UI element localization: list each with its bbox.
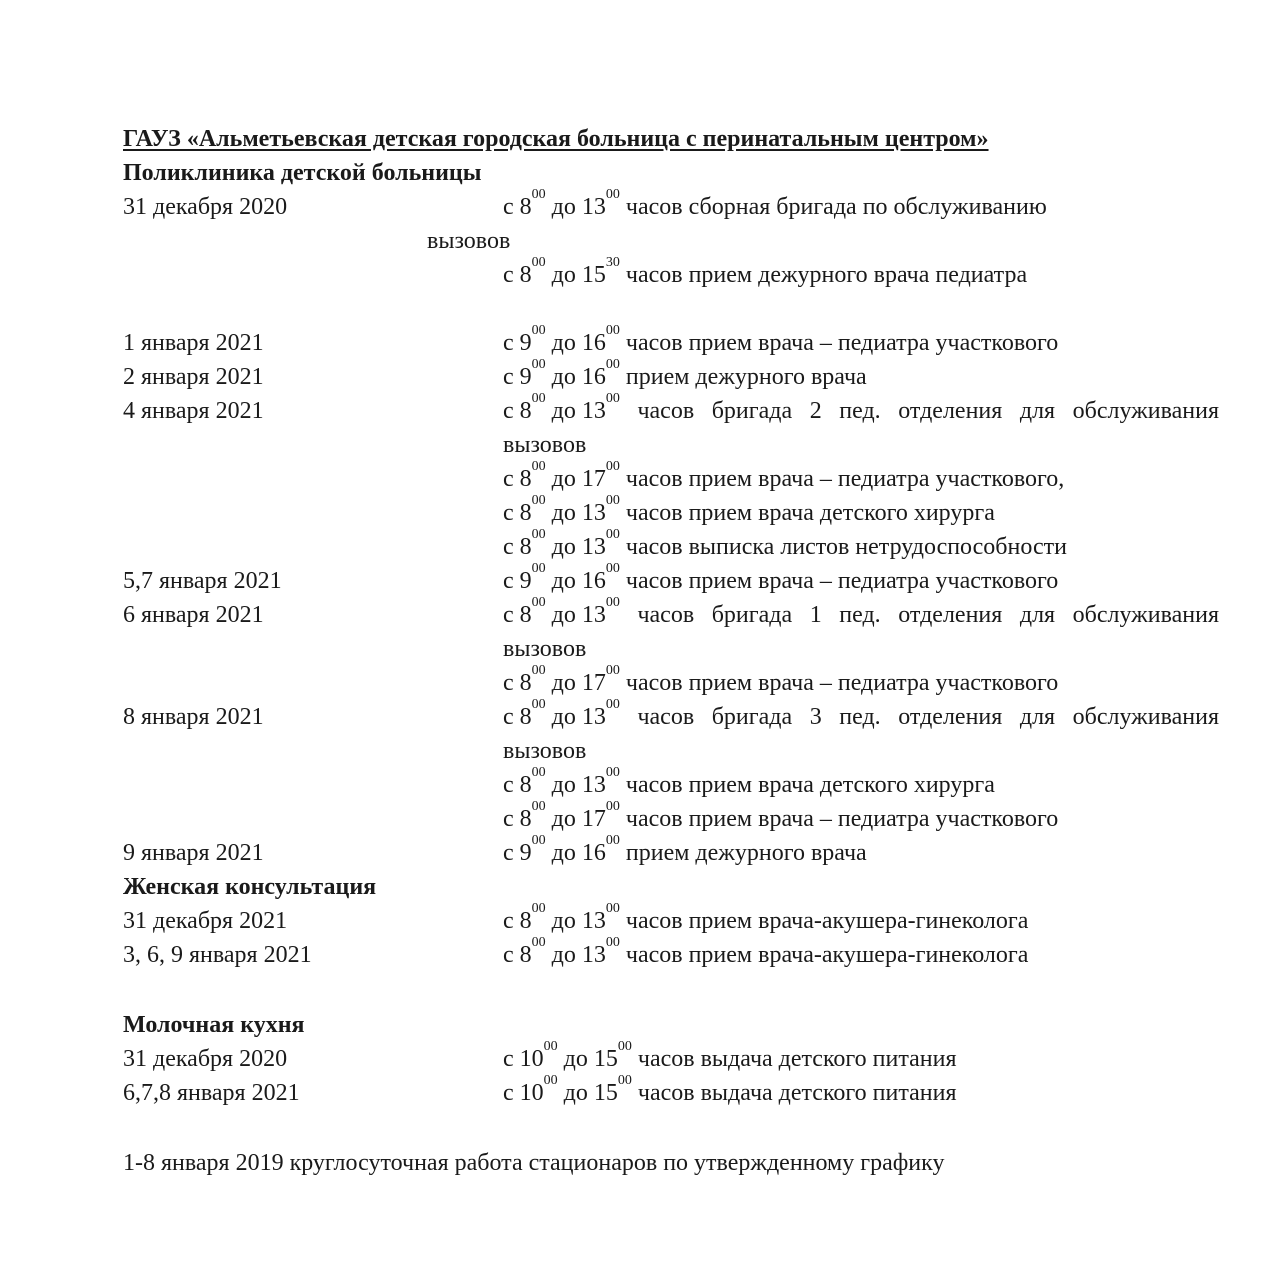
from-word: с — [503, 840, 514, 866]
to-word: до — [551, 772, 576, 798]
entry-word: 3 — [809, 704, 822, 730]
to-word: до — [551, 840, 576, 866]
end-hour: 17 — [581, 806, 606, 832]
end-minutes: 00 — [605, 527, 620, 542]
start-hour: 8 — [519, 194, 532, 220]
entry-word: для — [1019, 602, 1056, 628]
end-minutes: 00 — [605, 323, 620, 338]
start-hour: 10 — [519, 1080, 544, 1106]
end-minutes: 00 — [605, 357, 620, 372]
entry-text: часов прием врача – педиатра участкового, — [625, 466, 1065, 492]
schedule-entry — [503, 595, 1219, 632]
from-word: с — [503, 364, 514, 390]
schedule-entry — [503, 697, 1219, 734]
end-minutes: 00 — [605, 391, 620, 406]
from-word: с — [503, 1080, 514, 1106]
entry-word: часов — [637, 602, 695, 628]
entry-word: часов — [637, 704, 695, 730]
from-word: с — [503, 1046, 514, 1072]
start-minutes: 00 — [531, 527, 546, 542]
entry-word: часов — [637, 398, 695, 424]
date-label: 8 января 2021 — [123, 704, 264, 730]
to-word: до — [551, 398, 576, 424]
end-hour: 15 — [581, 262, 606, 288]
schedule-entry — [503, 799, 1059, 836]
entry-word: отделения — [898, 602, 1003, 628]
end-hour: 13 — [581, 534, 606, 560]
end-hour: 13 — [581, 704, 606, 730]
start-minutes: 00 — [531, 493, 546, 508]
end-hour: 13 — [581, 398, 606, 424]
date-label: 31 декабря 2021 — [123, 908, 288, 934]
date-label: 31 декабря 2020 — [123, 1046, 288, 1072]
entry-text: часов прием дежурного врача педиатра — [625, 262, 1028, 288]
from-word: с — [503, 330, 514, 356]
schedule-entry-continuation: вызовов — [503, 636, 587, 662]
time-range — [503, 765, 620, 798]
start-hour: 8 — [519, 500, 532, 526]
from-word: с — [503, 194, 514, 220]
date-label: 31 декабря 2020 — [123, 194, 288, 220]
entry-word: бригада — [711, 704, 793, 730]
end-minutes: 00 — [617, 1073, 632, 1088]
schedule-entry — [503, 561, 1059, 598]
end-hour: 13 — [581, 194, 606, 220]
entry-word: бригада — [711, 398, 793, 424]
schedule-entry — [503, 357, 867, 394]
to-word: до — [551, 466, 576, 492]
start-minutes: 00 — [531, 391, 546, 406]
from-word: с — [503, 704, 514, 730]
schedule-entry-continuation: вызовов — [503, 738, 587, 764]
entry-text: прием дежурного врача — [625, 364, 867, 390]
entry-word: отделения — [898, 398, 1003, 424]
entry-text: часов прием врача-акушера-гинеколога — [625, 942, 1029, 968]
end-minutes: 30 — [605, 255, 620, 270]
date-label: 3, 6, 9 января 2021 — [123, 942, 312, 968]
end-hour: 15 — [593, 1080, 618, 1106]
start-hour: 8 — [519, 908, 532, 934]
to-word: до — [551, 602, 576, 628]
start-hour: 9 — [519, 364, 532, 390]
time-range — [503, 1039, 632, 1072]
start-minutes: 00 — [531, 357, 546, 372]
date-label: 4 января 2021 — [123, 398, 264, 424]
entry-text: часов сборная бригада по обслуживанию — [625, 194, 1047, 220]
end-hour: 13 — [581, 500, 606, 526]
end-minutes: 00 — [605, 663, 620, 678]
entry-word: бригада — [711, 602, 793, 628]
start-minutes: 00 — [531, 697, 546, 712]
start-hour: 8 — [519, 534, 532, 560]
entry-word: 2 — [809, 398, 822, 424]
entry-text: часов прием врача – педиатра участкового — [625, 670, 1059, 696]
from-word: с — [503, 398, 514, 424]
time-range — [503, 357, 620, 390]
time-range — [503, 663, 620, 696]
to-word: до — [551, 908, 576, 934]
start-minutes: 00 — [531, 255, 546, 270]
schedule-entry-continuation: вызовов — [427, 228, 511, 254]
time-range — [503, 255, 620, 288]
start-hour: 8 — [519, 772, 532, 798]
end-minutes: 00 — [605, 935, 620, 950]
date-label: 9 января 2021 — [123, 840, 264, 866]
entry-word: отделения — [898, 704, 1003, 730]
schedule-entry — [503, 901, 1029, 938]
end-minutes: 00 — [605, 765, 620, 780]
start-minutes: 00 — [531, 663, 546, 678]
end-hour: 17 — [581, 466, 606, 492]
end-minutes: 00 — [605, 697, 620, 712]
end-hour: 13 — [581, 908, 606, 934]
start-hour: 8 — [519, 398, 532, 424]
from-word: с — [503, 534, 514, 560]
schedule-entry — [503, 1073, 957, 1110]
time-range — [503, 561, 620, 594]
time-range — [503, 527, 620, 560]
end-minutes: 00 — [605, 595, 620, 610]
from-word: с — [503, 772, 514, 798]
start-minutes: 00 — [531, 833, 546, 848]
start-hour: 8 — [519, 942, 532, 968]
start-minutes: 00 — [531, 799, 546, 814]
to-word: до — [551, 670, 576, 696]
date-label: 5,7 января 2021 — [123, 568, 282, 594]
start-hour: 8 — [519, 602, 532, 628]
time-range — [503, 323, 620, 356]
from-word: с — [503, 670, 514, 696]
start-hour: 9 — [519, 840, 532, 866]
date-label: 6,7,8 января 2021 — [123, 1080, 300, 1106]
date-label: 1 января 2021 — [123, 330, 264, 356]
schedule-entry — [503, 459, 1065, 496]
schedule-entry-continuation: вызовов — [503, 432, 587, 458]
start-minutes: 00 — [531, 187, 546, 202]
schedule-entry — [503, 391, 1219, 428]
end-hour: 16 — [581, 568, 606, 594]
end-minutes: 00 — [605, 833, 620, 848]
entry-text: часов выдача детского питания — [637, 1046, 957, 1072]
entry-text: часов прием врача – педиатра участкового — [625, 330, 1059, 356]
end-minutes: 00 — [605, 493, 620, 508]
to-word: до — [551, 330, 576, 356]
time-range — [503, 459, 620, 492]
time-range — [503, 493, 620, 526]
end-hour: 15 — [593, 1046, 618, 1072]
from-word: с — [503, 500, 514, 526]
entry-text: часов прием врача – педиатра участкового — [625, 806, 1059, 832]
end-minutes: 00 — [605, 187, 620, 202]
from-word: с — [503, 602, 514, 628]
end-hour: 17 — [581, 670, 606, 696]
to-word: до — [551, 194, 576, 220]
start-hour: 9 — [519, 330, 532, 356]
entry-word: пед. — [839, 704, 881, 730]
date-label: 6 января 2021 — [123, 602, 264, 628]
to-word: до — [551, 500, 576, 526]
time-range — [503, 595, 620, 632]
end-minutes: 00 — [605, 901, 620, 916]
end-minutes: 00 — [605, 799, 620, 814]
section-title-polyclinic: Поликлиника детской больницы — [123, 160, 482, 186]
schedule-entry — [503, 323, 1059, 360]
start-minutes: 00 — [531, 323, 546, 338]
start-hour: 10 — [519, 1046, 544, 1072]
start-hour: 8 — [519, 806, 532, 832]
entry-word: пед. — [839, 602, 881, 628]
time-range — [503, 391, 620, 428]
start-minutes: 00 — [543, 1039, 558, 1054]
footer-note: 1-8 января 2019 круглосуточная работа стационаров по утвержденному графику — [123, 1150, 945, 1176]
entry-word: обслуживания — [1072, 398, 1219, 424]
entry-word: обслуживания — [1072, 704, 1219, 730]
schedule-entry — [503, 1039, 957, 1076]
entry-text: часов прием врача – педиатра участкового — [625, 568, 1059, 594]
start-minutes: 00 — [531, 765, 546, 780]
from-word: с — [503, 806, 514, 832]
entry-text: часов прием врача-акушера-гинеколога — [625, 908, 1029, 934]
time-range — [503, 901, 620, 934]
time-range — [503, 187, 620, 220]
from-word: с — [503, 568, 514, 594]
from-word: с — [503, 262, 514, 288]
end-hour: 16 — [581, 364, 606, 390]
to-word: до — [551, 262, 576, 288]
schedule-entry — [503, 527, 1067, 564]
to-word: до — [563, 1046, 588, 1072]
end-hour: 13 — [581, 942, 606, 968]
start-minutes: 00 — [531, 595, 546, 610]
date-label: 2 января 2021 — [123, 364, 264, 390]
to-word: до — [551, 534, 576, 560]
time-range — [503, 697, 620, 734]
start-minutes: 00 — [531, 459, 546, 474]
end-minutes: 00 — [617, 1039, 632, 1054]
start-hour: 8 — [519, 670, 532, 696]
entry-word: пед. — [839, 398, 881, 424]
from-word: с — [503, 942, 514, 968]
entry-word: для — [1019, 398, 1056, 424]
entry-word: обслуживания — [1072, 602, 1219, 628]
end-minutes: 00 — [605, 561, 620, 576]
schedule-entry — [503, 187, 1047, 224]
entry-text: часов выписка листов нетрудоспособности — [625, 534, 1067, 560]
entry-word: для — [1019, 704, 1056, 730]
start-hour: 8 — [519, 466, 532, 492]
schedule-entry — [503, 255, 1028, 292]
schedule-entry — [503, 663, 1059, 700]
end-minutes: 00 — [605, 459, 620, 474]
from-word: с — [503, 908, 514, 934]
to-word: до — [551, 942, 576, 968]
end-hour: 13 — [581, 602, 606, 628]
start-hour: 9 — [519, 568, 532, 594]
entry-word: 1 — [809, 602, 822, 628]
entry-text: часов прием врача детского хирурга — [625, 772, 995, 798]
time-range — [503, 799, 620, 832]
start-minutes: 00 — [531, 901, 546, 916]
to-word: до — [551, 806, 576, 832]
entry-text: часов выдача детского питания — [637, 1080, 957, 1106]
start-minutes: 00 — [531, 935, 546, 950]
schedule-entry — [503, 833, 867, 870]
section-title-womens: Женская консультация — [123, 874, 377, 900]
end-hour: 13 — [581, 772, 606, 798]
time-range — [503, 833, 620, 866]
from-word: с — [503, 466, 514, 492]
schedule-entry — [503, 493, 995, 530]
to-word: до — [551, 704, 576, 730]
end-hour: 16 — [581, 840, 606, 866]
time-range — [503, 935, 620, 968]
start-hour: 8 — [519, 704, 532, 730]
section-title-milk: Молочная кухня — [123, 1012, 305, 1038]
time-range — [503, 1073, 632, 1106]
entry-text: часов прием врача детского хирурга — [625, 500, 995, 526]
start-minutes: 00 — [543, 1073, 558, 1088]
document-title: ГАУЗ «Альметьевская детская городская больница с перинатальным центром» — [123, 126, 989, 152]
to-word: до — [551, 364, 576, 390]
start-hour: 8 — [519, 262, 532, 288]
schedule-entry — [503, 765, 995, 802]
entry-text: прием дежурного врача — [625, 840, 867, 866]
to-word: до — [551, 568, 576, 594]
to-word: до — [563, 1080, 588, 1106]
schedule-entry — [503, 935, 1029, 972]
start-minutes: 00 — [531, 561, 546, 576]
end-hour: 16 — [581, 330, 606, 356]
